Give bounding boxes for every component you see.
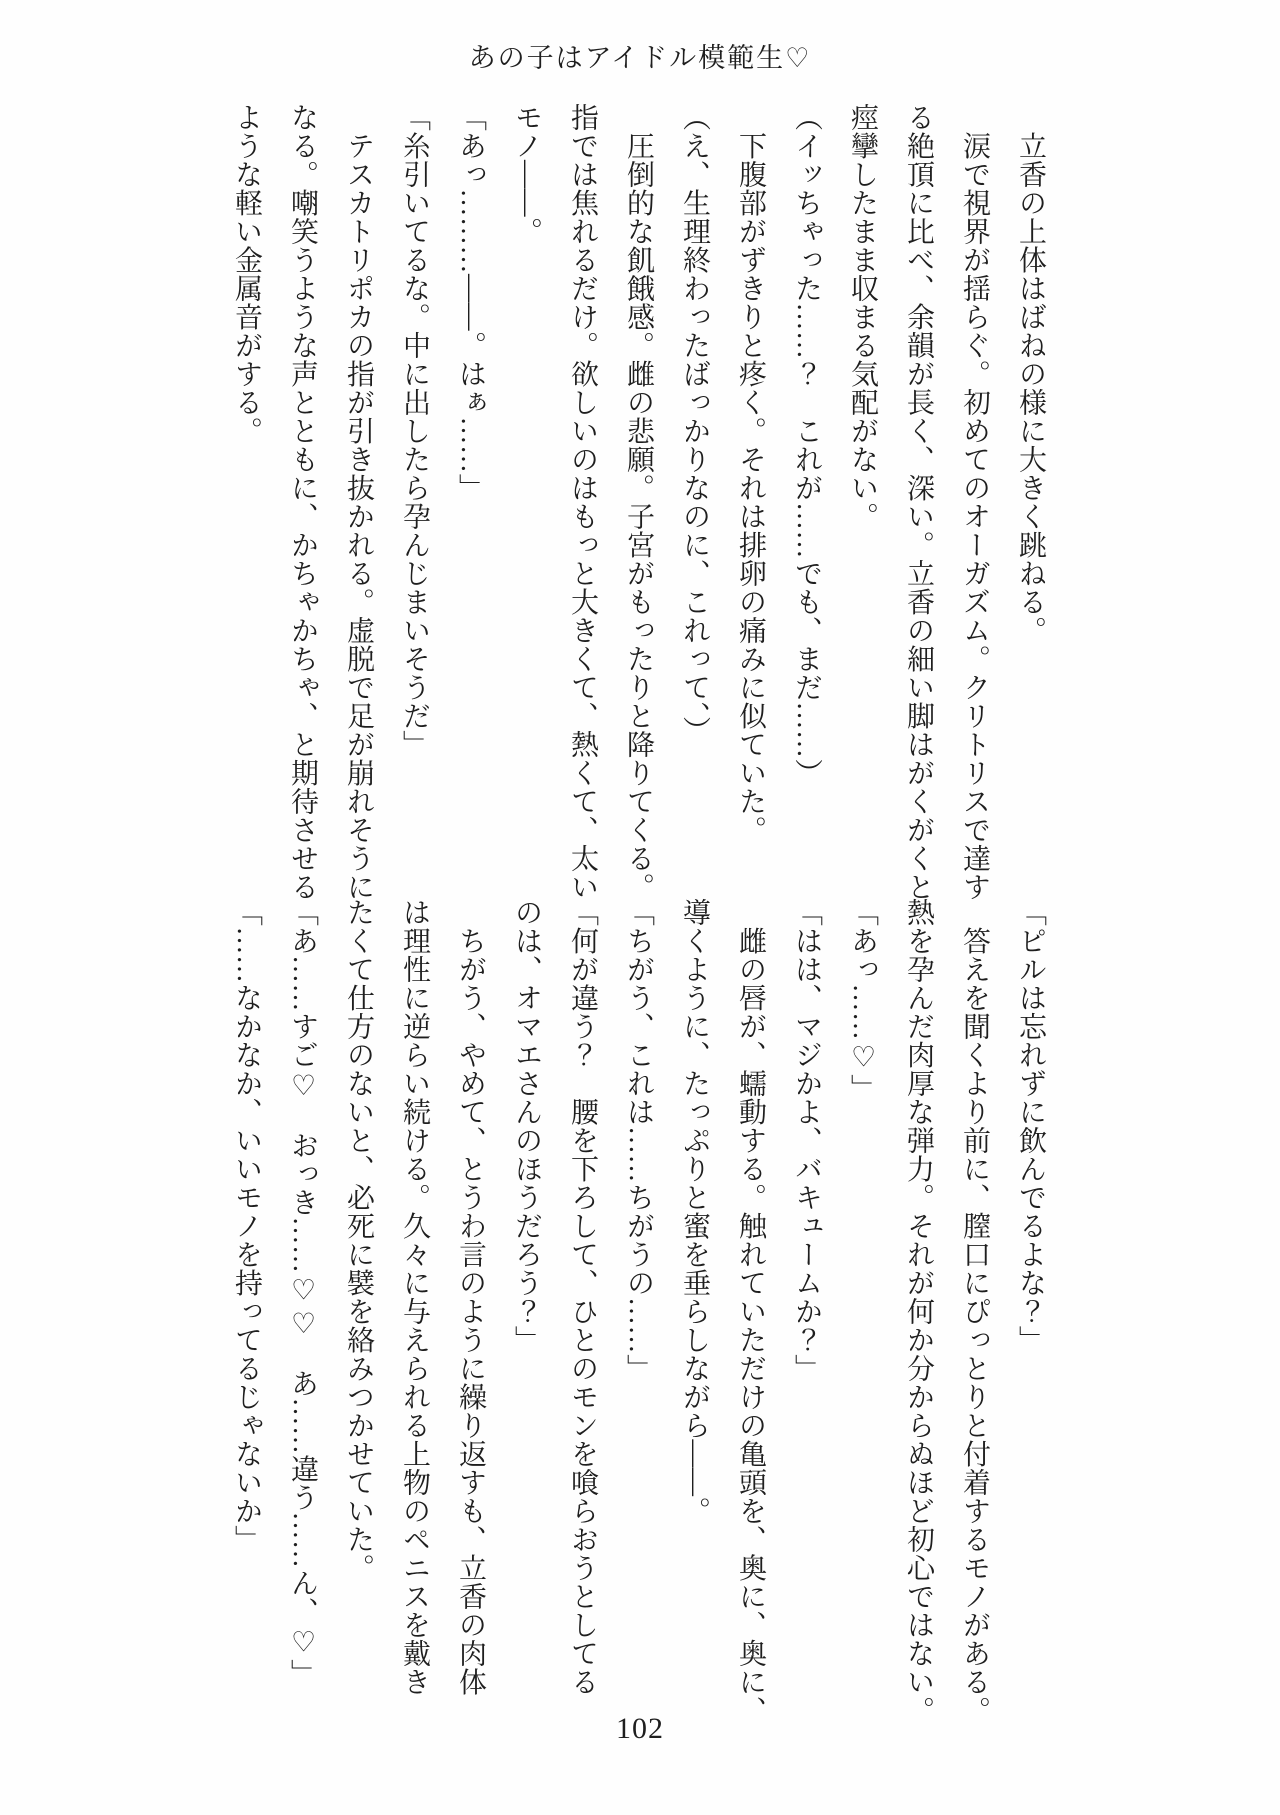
top-text-block xyxy=(216,103,1058,948)
text-column: 「糸引いてるな。中に出したら孕んじまいそうだ」 xyxy=(399,103,430,759)
text-column: ような軽い金属音がする。 xyxy=(231,103,262,445)
text-column: 「あっ……♡」 xyxy=(847,898,878,1103)
text-column: 「ちがう、これは……ちがうの……」 xyxy=(623,898,654,1383)
text-column: 「ピルは忘れずに飲んでるよな？」 xyxy=(1015,898,1046,1354)
text-column: 熱を孕んだ肉厚な弾力。それが何か分からぬほど初心ではない。 xyxy=(903,898,934,1725)
page-header-title: あの子はアイドル模範生♡ xyxy=(468,43,812,73)
text-column: 雌の唇が、蠕動する。触れていただけの亀頭を、奥に、奥に、 xyxy=(735,898,766,1725)
text-column: のは、オマエさんのほうだろう？」 xyxy=(511,898,542,1354)
text-column: たくて仕方のないと、必死に襞を絡みつかせていた。 xyxy=(343,898,374,1582)
text-column: 涙で視界が揺らぐ。初めてのオーガズム。クリトリスで達す xyxy=(959,103,990,901)
text-column: 「あ……すご♡ おっき……♡♡ あ……違う……ん、♡」 xyxy=(287,898,318,1688)
text-column: 「はは、マジかよ、バキュームか？」 xyxy=(791,898,822,1383)
text-column: 圧倒的な飢餓感。雌の悲願。子宮がもったりと降りてくる。 xyxy=(623,103,654,901)
bottom-text-block xyxy=(216,898,1058,1743)
text-column: 導くように、たっぷりと蜜を垂らしながら――。 xyxy=(679,898,710,1525)
text-column: 下腹部がずきりと疼く。それは排卵の痛みに似ていた。 xyxy=(735,103,766,844)
text-column: 指では焦れるだけ。欲しいのはもっと大きくて、熱くて、太い xyxy=(567,103,598,901)
text-column: 「何が違う？ 腰を下ろして、ひとのモンを喰らおうとしてる xyxy=(567,898,598,1696)
text-column: モノ――。 xyxy=(511,103,542,246)
text-column: ちがう、やめて、とうわ言のように繰り返すも、立香の肉体 xyxy=(455,898,486,1696)
text-column: テスカトリポカの指が引き抜かれる。虚脱で足が崩れそうに xyxy=(343,103,374,901)
text-column: 痙攣したまま収まる気配がない。 xyxy=(847,103,878,531)
text-column: 「……なかなか、いいモノを持ってるじゃないか」 xyxy=(231,898,262,1554)
text-column: は理性に逆らい続ける。久々に与えられる上物のペニスを戴き xyxy=(399,898,430,1696)
text-column: （イッちゃった……？ これが……でも、まだ……） xyxy=(791,103,822,787)
text-column: 答えを聞くより前に、膣口にぴっとりと付着するモノがある。 xyxy=(959,898,990,1725)
text-column: 立香の上体はばねの様に大きく跳ねる。 xyxy=(1015,103,1046,645)
page-number: 102 xyxy=(616,1712,664,1745)
text-column: なる。嘲笑うような声とともに、かちゃかちゃ、と期待させる xyxy=(287,103,318,901)
text-column: る絶頂に比べ、余韻が長く、深い。立香の細い脚はがくがくと xyxy=(903,103,934,901)
text-column: （え、生理終わったばっかりなのに、これって、） xyxy=(679,103,710,745)
text-column: 「あっ………――。はぁ……」 xyxy=(455,103,486,502)
